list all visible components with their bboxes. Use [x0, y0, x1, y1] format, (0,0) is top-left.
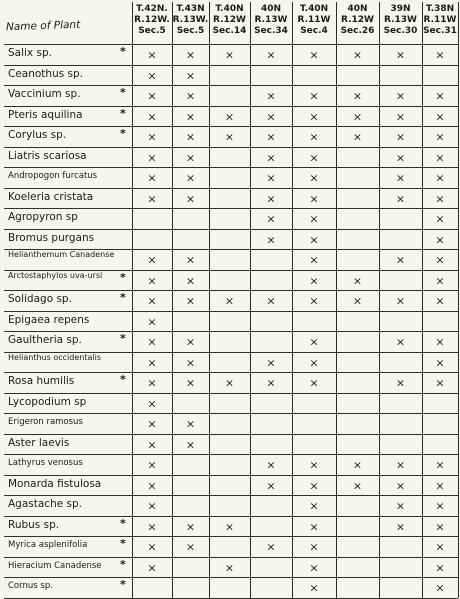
presence-mark: × — [435, 499, 445, 513]
presence-mark: × — [266, 130, 276, 144]
presence-mark: × — [395, 130, 406, 144]
column-rule — [292, 2, 293, 598]
presence-mark: × — [309, 151, 319, 165]
presence-mark: × — [266, 89, 276, 103]
presence-mark: × — [147, 335, 157, 349]
presence-mark: × — [147, 171, 157, 185]
plant-name: Ceanothus sp. — [8, 67, 84, 80]
presence-mark: × — [435, 520, 445, 534]
presence-mark: × — [352, 48, 363, 62]
presence-mark: × — [309, 376, 319, 390]
presence-mark: × — [266, 376, 276, 390]
presence-mark: × — [266, 356, 276, 370]
plant-name: Myrica asplenifolia — [8, 540, 88, 551]
presence-mark: × — [309, 458, 319, 472]
presence-mark: × — [395, 479, 406, 493]
presence-mark: × — [147, 151, 157, 165]
plant-name: Rubus sp. — [8, 518, 60, 531]
presence-mark: × — [224, 561, 235, 575]
presence-mark: × — [224, 130, 235, 144]
column-header-line: R.12W — [341, 15, 374, 25]
column-rule — [379, 2, 380, 598]
presence-mark: × — [309, 335, 319, 349]
column-header-line: R.12W — [213, 15, 246, 25]
presence-mark: × — [147, 253, 157, 267]
presence-mark: × — [147, 356, 157, 370]
presence-mark: × — [266, 171, 276, 185]
presence-mark: × — [224, 376, 235, 390]
row-rule — [4, 475, 458, 476]
plant-name: Hieracium Canadense — [8, 560, 102, 571]
presence-mark: × — [309, 520, 319, 534]
presence-mark: × — [435, 253, 445, 267]
column-header-location — [209, 4, 250, 37]
star-marker: * — [120, 537, 126, 551]
column-header-line: Sec.5 — [176, 26, 205, 36]
plant-name: Solidago sp. — [8, 293, 72, 306]
column-rule — [209, 2, 210, 598]
column-header-line: T.40N — [215, 4, 244, 14]
presence-mark: × — [309, 479, 319, 493]
column-header-line: Sec.5 — [138, 26, 166, 36]
presence-mark: × — [147, 376, 157, 390]
row-rule — [4, 167, 458, 168]
presence-mark: × — [395, 253, 406, 267]
star-marker: * — [120, 291, 126, 305]
presence-mark: × — [185, 253, 196, 267]
presence-mark: × — [147, 294, 157, 308]
presence-mark: × — [224, 48, 235, 62]
presence-mark: × — [147, 69, 157, 83]
presence-mark: × — [435, 458, 445, 472]
column-rule — [132, 2, 133, 598]
column-header-line: T.40N — [299, 4, 329, 14]
presence-mark: × — [435, 581, 445, 595]
presence-mark: × — [185, 520, 196, 534]
presence-mark: × — [185, 274, 196, 288]
plant-name: Corylus sp. — [8, 129, 67, 142]
column-header-line: 40N — [347, 4, 368, 14]
row-rule — [4, 208, 458, 209]
plant-name: Agropyron sp — [8, 211, 78, 224]
plant-name: Cornus sp. — [8, 581, 53, 592]
plant-name: Koeleria cristata — [8, 190, 94, 203]
column-header-location — [132, 4, 172, 37]
presence-mark: × — [147, 89, 157, 103]
presence-mark: × — [147, 561, 157, 575]
row-rule — [4, 188, 458, 189]
presence-mark: × — [395, 110, 406, 124]
presence-mark: × — [185, 356, 196, 370]
plant-name: Agastache sp. — [8, 498, 83, 511]
presence-mark: × — [352, 130, 363, 144]
column-header-line: Sec.30 — [383, 26, 418, 36]
presence-mark: × — [266, 48, 276, 62]
presence-mark: × — [352, 479, 363, 493]
column-header-location — [336, 4, 379, 37]
presence-mark: × — [185, 294, 196, 308]
column-header-line: T.42N. — [136, 4, 168, 14]
presence-mark: × — [309, 212, 319, 226]
presence-mark: × — [147, 110, 157, 124]
row-rule — [4, 598, 458, 599]
row-rule — [4, 44, 458, 45]
name-column-header: Name of Plant — [5, 18, 81, 34]
presence-mark: × — [266, 479, 276, 493]
presence-mark: × — [435, 130, 445, 144]
presence-mark: × — [435, 89, 445, 103]
column-header-line: Sec.34 — [254, 26, 288, 36]
presence-mark: × — [185, 130, 196, 144]
presence-mark: × — [224, 520, 235, 534]
plant-name: Liatris scariosa — [8, 149, 87, 162]
presence-mark: × — [395, 458, 406, 472]
star-marker: * — [120, 516, 126, 530]
plant-name: Vaccinium sp. — [8, 88, 81, 101]
plant-name: Arctostaphylos uva-ursi — [8, 270, 103, 280]
presence-mark: × — [309, 540, 319, 554]
presence-mark: × — [266, 294, 276, 308]
presence-mark: × — [309, 171, 319, 185]
column-header-location — [292, 4, 336, 37]
presence-mark: × — [395, 171, 406, 185]
row-rule — [4, 126, 458, 127]
presence-mark: × — [352, 110, 363, 124]
presence-mark: × — [185, 48, 196, 62]
presence-mark: × — [395, 376, 406, 390]
star-marker: * — [120, 106, 126, 120]
presence-mark: × — [435, 479, 445, 493]
presence-mark: × — [266, 151, 276, 165]
row-rule — [4, 290, 458, 291]
presence-mark: × — [185, 69, 196, 83]
presence-mark: × — [147, 499, 157, 513]
row-rule — [4, 413, 458, 414]
column-header-line: Sec.31 — [423, 26, 457, 36]
presence-mark: × — [352, 294, 363, 308]
presence-mark: × — [309, 253, 319, 267]
presence-mark: × — [147, 438, 157, 452]
presence-mark: × — [395, 294, 406, 308]
plant-name: Lathyrus venosus — [8, 458, 83, 469]
presence-mark: × — [266, 212, 276, 226]
plant-name: Epigaea repens — [8, 313, 90, 326]
plant-name: Aster laevis — [8, 436, 70, 449]
column-rule — [458, 2, 459, 598]
presence-mark: × — [435, 294, 445, 308]
presence-mark: × — [309, 274, 319, 288]
presence-mark: × — [435, 48, 445, 62]
presence-mark: × — [185, 540, 196, 554]
row-rule — [4, 229, 458, 230]
presence-mark: × — [309, 48, 319, 62]
presence-mark: × — [395, 499, 406, 513]
plant-name: Andropogon furcatus — [8, 171, 98, 182]
presence-mark: × — [266, 192, 276, 206]
column-header-line: 40N — [260, 4, 282, 14]
presence-mark: × — [147, 192, 157, 206]
star-marker: * — [120, 578, 126, 592]
presence-mark: × — [185, 89, 196, 103]
presence-mark: × — [147, 48, 157, 62]
row-rule — [4, 106, 458, 107]
presence-mark: × — [185, 417, 196, 431]
presence-mark: × — [309, 499, 319, 513]
column-header-line: Sec.4 — [300, 26, 328, 36]
presence-mark: × — [309, 233, 319, 247]
presence-mark: × — [266, 458, 276, 472]
plant-name: Gaultheria sp. — [8, 334, 82, 347]
row-rule — [4, 393, 458, 394]
plant-name: Helianthemum Canadense — [8, 250, 115, 260]
presence-mark: × — [309, 294, 319, 308]
row-rule — [4, 311, 458, 312]
row-rule — [4, 577, 458, 578]
star-marker: * — [120, 557, 126, 571]
row-rule — [4, 85, 458, 86]
presence-mark: × — [309, 356, 319, 370]
column-header-line: T.43N — [176, 4, 205, 14]
column-header-line: T.38N — [425, 4, 455, 14]
plant-name: Helianthus occidentalis — [8, 352, 101, 362]
presence-mark: × — [435, 335, 445, 349]
presence-mark: × — [435, 540, 445, 554]
column-header-line: R.13W — [254, 15, 288, 25]
presence-mark: × — [185, 438, 196, 452]
presence-mark: × — [435, 110, 445, 124]
presence-mark: × — [395, 192, 406, 206]
row-rule — [4, 557, 458, 558]
presence-mark: × — [147, 417, 157, 431]
row-rule — [4, 372, 458, 373]
presence-mark: × — [435, 171, 445, 185]
presence-mark: × — [147, 479, 157, 493]
star-marker: * — [120, 332, 126, 346]
presence-mark: × — [185, 151, 196, 165]
presence-mark: × — [147, 458, 157, 472]
row-rule — [4, 331, 458, 332]
presence-mark: × — [147, 520, 157, 534]
presence-mark: × — [309, 192, 319, 206]
column-header-line: R.11W — [297, 15, 331, 25]
presence-mark: × — [435, 274, 445, 288]
row-rule — [4, 516, 458, 517]
star-marker: * — [120, 373, 126, 387]
column-header-line: 39N — [390, 4, 411, 14]
presence-mark: × — [309, 110, 319, 124]
star-marker: * — [120, 270, 126, 284]
presence-mark: × — [395, 89, 406, 103]
presence-mark: × — [435, 212, 445, 226]
column-header-line: Sec.26 — [340, 26, 375, 36]
row-rule — [4, 454, 458, 455]
presence-mark: × — [185, 335, 196, 349]
presence-mark: × — [395, 48, 406, 62]
presence-mark: × — [435, 151, 445, 165]
presence-mark: × — [309, 561, 319, 575]
presence-mark: × — [352, 458, 363, 472]
presence-mark: × — [147, 397, 157, 411]
column-header-line: R.11W — [423, 15, 457, 25]
column-header-line: R.12W. — [134, 15, 170, 25]
presence-mark: × — [309, 130, 319, 144]
plant-name: Rosa humilis — [8, 375, 75, 388]
presence-mark: × — [435, 356, 445, 370]
presence-mark: × — [309, 581, 319, 595]
presence-mark: × — [185, 376, 196, 390]
presence-mark: × — [435, 192, 445, 206]
row-rule — [4, 536, 458, 537]
presence-mark: × — [435, 376, 445, 390]
star-marker: * — [120, 86, 126, 100]
presence-mark: × — [224, 294, 235, 308]
presence-mark: × — [266, 110, 276, 124]
row-rule — [4, 65, 458, 66]
presence-mark: × — [309, 89, 319, 103]
column-header-location — [422, 4, 458, 37]
presence-mark: × — [266, 233, 276, 247]
column-rule — [172, 2, 173, 598]
row-rule — [4, 147, 458, 148]
column-header-location — [250, 4, 292, 37]
presence-mark: × — [395, 151, 406, 165]
column-rule — [336, 2, 337, 598]
plant-name: Lycopodium sp — [8, 395, 87, 408]
plant-name: Monarda fistulosa — [8, 477, 102, 490]
column-rule — [422, 2, 423, 598]
star-marker: * — [120, 127, 126, 141]
presence-mark: × — [185, 171, 196, 185]
plant-name: Salix sp. — [8, 47, 52, 60]
presence-mark: × — [147, 315, 157, 329]
column-header-line: R.13W — [384, 15, 417, 25]
presence-mark: × — [435, 233, 445, 247]
presence-mark: × — [185, 110, 196, 124]
plant-name: Erigeron ramosus — [8, 417, 83, 428]
presence-mark: × — [147, 540, 157, 554]
presence-mark: × — [395, 335, 406, 349]
column-header-location — [379, 4, 422, 37]
star-marker: * — [120, 45, 126, 59]
presence-mark: × — [224, 110, 235, 124]
presence-mark: × — [147, 130, 157, 144]
plant-name: Pteris aquilina — [8, 108, 83, 121]
presence-mark: × — [352, 89, 363, 103]
column-header-line: R.13W. — [172, 15, 209, 25]
presence-mark: × — [352, 274, 363, 288]
presence-mark: × — [435, 561, 445, 575]
plant-name: Bromus purgans — [8, 231, 95, 244]
presence-mark: × — [185, 192, 196, 206]
row-rule — [4, 434, 458, 435]
column-header-location — [172, 4, 209, 37]
column-header-line: Sec.14 — [212, 26, 247, 36]
column-rule — [250, 2, 251, 598]
presence-mark: × — [147, 274, 157, 288]
presence-mark: × — [395, 520, 406, 534]
presence-mark: × — [266, 540, 276, 554]
row-rule — [4, 495, 458, 496]
